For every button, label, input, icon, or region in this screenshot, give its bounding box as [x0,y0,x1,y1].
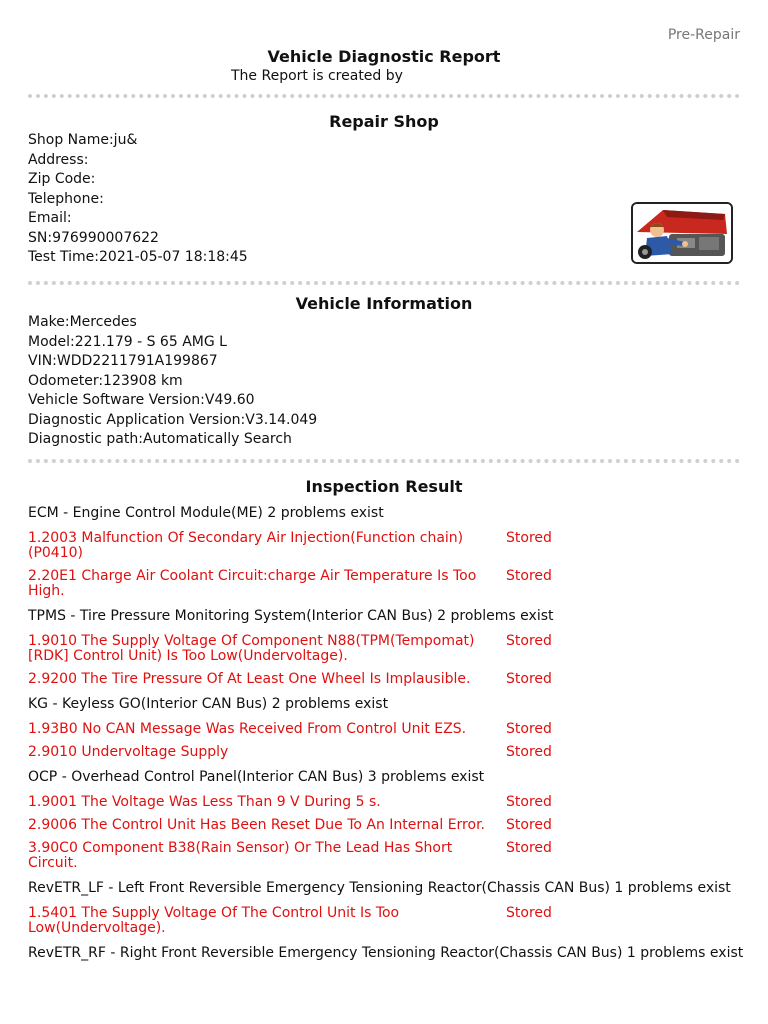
problem-status: Stored [506,633,552,649]
problem-item [28,818,748,833]
problem-status: Stored [506,671,552,687]
module-tpms [28,607,748,687]
problem-status: Stored [506,530,552,546]
problem-description: 1.93B0 No CAN Message Was Received From Control Unit EZS. [28,721,467,737]
module-revetr-rf [28,944,748,963]
problem-status: Stored [506,721,552,737]
problem-description: 1.9001 The Voltage Was Less Than 9 V During 5 s. [28,794,381,810]
problem-description: 1.9010 The Supply Voltage Of Component N88(TPM(Tempomat) [RDK] Control Unit) Is Too Low(Undervoltage). [28,633,475,664]
module-header: ECM - Engine Control Module(ME) 2 problems exist [28,505,384,521]
problem-status: Stored [506,744,552,760]
vehicle-info [28,313,317,450]
problem-item [28,634,748,664]
problem-status: Stored [506,817,552,833]
vehicle-software-version: Vehicle Software Version:V49.60 [28,392,255,408]
problem-item [28,531,748,561]
module-header: KG - Keyless GO(Interior CAN Bus) 2 problems exist [28,696,389,712]
divider [28,94,740,98]
diagnostic-path: Diagnostic path:Automatically Search [28,431,292,447]
divider [28,459,740,463]
shop-email: Email: [28,210,72,226]
problem-item [28,745,748,760]
problem-item [28,795,748,810]
problem-item [28,569,748,599]
shop-telephone: Telephone: [28,190,104,207]
vehicle-model: Model:221.179 - S 65 AMG L [28,333,227,350]
vehicle-odometer: Odometer:123908 km [28,372,183,389]
diagnostic-app-version: Diagnostic Application Version:V3.14.049 [28,411,318,428]
test-time: Test Time:2021-05-07 18:18:45 [28,249,248,265]
module-header: OCP - Overhead Control Panel(Interior CAN Bus) 3 problems exist [28,769,485,785]
report-title: Vehicle Diagnostic Report [267,47,501,66]
problem-status: Stored [506,840,552,856]
inspection-results [28,504,748,971]
shop-zip-code: Zip Code: [28,171,96,187]
module-kg [28,695,748,760]
vehicle-info-heading: Vehicle Information [295,294,473,313]
problem-status: Stored [506,794,552,810]
problem-status: Stored [506,905,552,921]
module-header: RevETR_LF - Left Front Reversible Emergency Tensioning Reactor(Chassis CAN Bus) 1 problems exist [28,880,731,896]
problem-item [28,672,748,687]
problem-item [28,906,748,936]
shop-name: Shop Name:ju& [28,132,138,148]
repair-shop-heading: Repair Shop [329,112,439,131]
problem-description: 3.90C0 Component B38(Rain Sensor) Or The Lead Has Short Circuit. [28,840,453,871]
module-ocp [28,768,748,871]
problem-item [28,722,748,737]
problem-description: 1.5401 The Supply Voltage Of The Control Unit Is Too Low(Undervoltage). [28,905,400,936]
problem-description: 2.20E1 Charge Air Coolant Circuit:charge Air Temperature Is Too High. [28,568,477,599]
report-status-label: Pre-Repair [667,27,740,43]
mechanic-under-hood-icon [631,202,733,264]
problem-description: 2.9200 The Tire Pressure Of At Least One Wheel Is Implausible. [28,671,471,687]
problem-description: 2.9010 Undervoltage Supply [28,744,229,760]
repair-shop-info [28,131,248,268]
shop-address: Address: [28,151,89,168]
problem-status: Stored [506,568,552,584]
problem-item [28,841,748,871]
shop-serial-number: SN:976990007622 [28,229,159,246]
inspection-result-heading: Inspection Result [305,477,463,496]
vehicle-vin: VIN:WDD2211791A199867 [28,353,218,369]
divider [28,281,740,285]
problem-description: 1.2003 Malfunction Of Secondary Air Injection(Function chain)(P0410) [28,530,464,561]
module-header: RevETR_RF - Right Front Reversible Emergency Tensioning Reactor(Chassis CAN Bus) 1 problems exist [28,945,744,961]
module-header: TPMS - Tire Pressure Monitoring System(Interior CAN Bus) 2 problems exist [28,608,554,624]
vehicle-make: Make:Mercedes [28,314,137,330]
problem-description: 2.9006 The Control Unit Has Been Reset Due To An Internal Error. [28,817,485,833]
module-ecm [28,504,748,599]
report-subtitle: The Report is created by [231,68,403,84]
module-revetr-lf [28,879,748,936]
